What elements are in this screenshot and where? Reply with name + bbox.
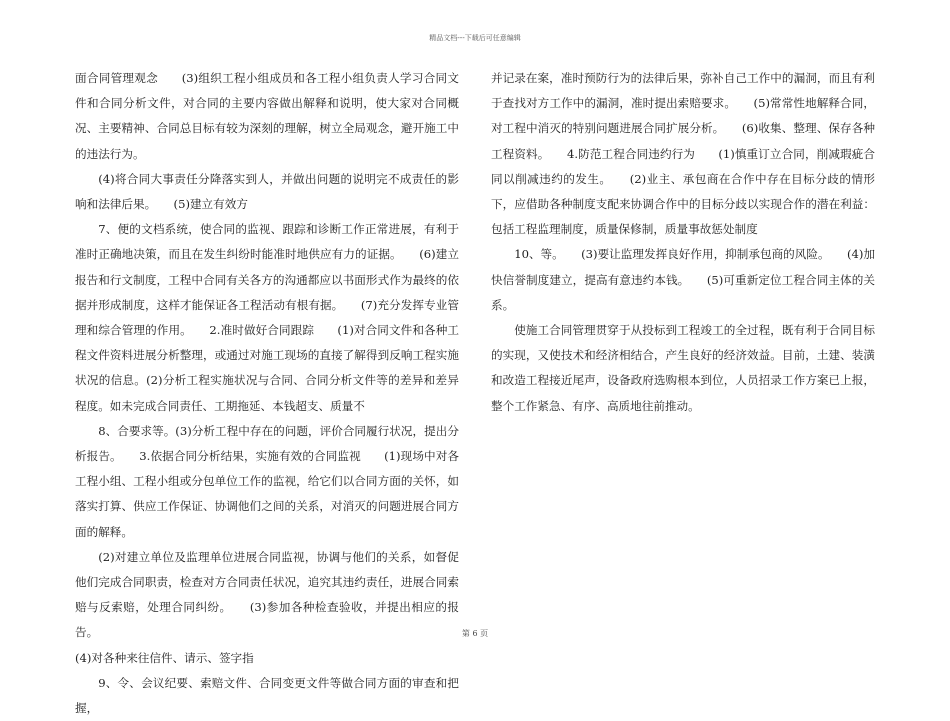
paragraph: (2)对建立单位及监理单位进展合同监视，协调与他们的关系，如督促他们完成合同职责，检查对方合同责任状况，追究其违约责任，进展合同索赔与反索赔，处理合同纠纷。 (3)参加各种检查验收，并提出相应的报告。 [75,549,459,640]
left-column [75,66,459,721]
paragraph: 面合同管理观念 (3)组织工程小组成员和各工程小组负责人学习合同文件和合同分析文件，对合同的主要内容做出解释和说明，使大家对合同概况、主要精神、合同总目标有较为深刻的理解，树立全局观念，避开施工中的违法行为。 [75,71,459,161]
page-header: 精品文档---下载后可任意编辑 [429,34,521,42]
paragraph: 7、便的文档系统，使合同的监视、跟踪和诊断工作正常进展，有利于准时正确地决策，而且在发生纠纷时能准时地供应有力的证据。 (6)建立报告和行文制度，工程中合同有关各方的沟通都应以书面形式作为最终的依据并形成制度，这样才能保证各工程活动有根有据。 (7)充分发挥专业管理和综合管理的作用。 2.准时做好合同跟踪 (1)对合同文件和各种工程文件资料进展分析整理，或通过对施工现场的直接了解得到反响工程实施状况的信息。(2)分析工程实施状况与合同、合同分析文件等的差异和差异程度。如未完成合同责任、工期拖延、本钱超支、质量不 [75,222,459,413]
page-number: 第 6 页 [461,629,489,638]
paragraph: 10、等。 (3)要让监理发挥良好作用，抑制承包商的风险。 (4)加快信誉制度建立，提高有意违约本钱。 (5)可重新定位工程合同主体的关系。 [491,247,875,312]
paragraph: 8、合要求等。(3)分析工程中存在的问题，评价合同履行状况，提出分析报告。 3.依据合同分析结果，实施有效的合同监视 (1)现场中对各工程小组、工程小组或分包单位工作的监视，给它们以合同方面的关怀，如落实打算、供应工作保证、协调他们之间的关系，对消灭的问题进展合同方面的解释。 [75,423,459,539]
paragraph: (4)对各种来往信件、请示、签字指 [75,650,254,665]
paragraph: (4)将合同大事责任分降落实到人，并做出问题的说明完不成责任的影响和法律后果。 (5)建立有效方 [75,171,459,212]
paragraph: 使施工合同管理贯穿于从投标到工程竣工的全过程，既有利于合同目标的实现，又使技术和经济相结合，产生良好的经济效益。目前，土建、装潢和改造工程接近尾声，设备政府选购根本到位，人员招录工作方案已上报，整个工作紧急、有序、高质地往前推动。 [491,323,875,413]
paragraph: 9、令、会议纪要、索赔文件、合同变更文件等做合同方面的审查和把握， [75,675,459,716]
paragraph: 并记录在案，准时预防行为的法律后果，弥补自己工作中的漏洞，而且有利于查找对方工作中的漏洞，准时提出索赔要求。 (5)常常性地解释合同，对工程中消灭的特别问题进展合同扩展分析。 (6)收集、整理、保存各种工程资料。 4.防范工程合同违约行为 (1)慎重订立合同，削减瑕疵合同以削减违约的发生。 (2)业主、承包商在合作中存在目标分歧的情形下，应借助各种制度支配来协调合作中的目标分歧以实现合作的潜在利益：包括工程监理制度，质量保修制，质量事故惩处制度 [491,71,875,237]
right-column [491,66,875,419]
